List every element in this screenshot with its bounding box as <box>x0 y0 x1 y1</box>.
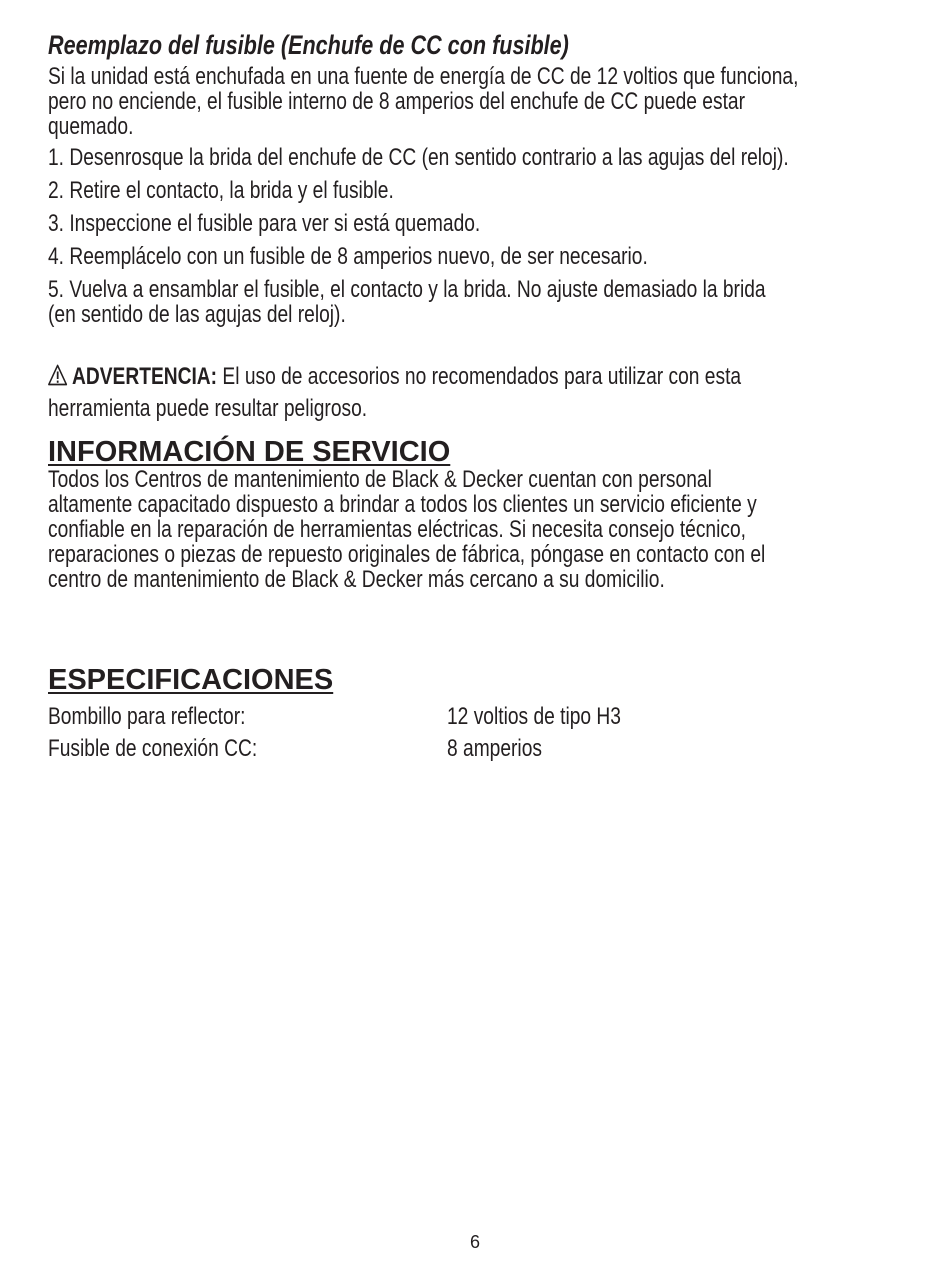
list-item: 1. Desenrosque la brida del enchufe de CC (en sentido contrario a las agujas del reloj). <box>48 144 789 171</box>
spec-label: Bombillo para reflector: <box>48 703 246 730</box>
warning-triangle-icon <box>48 363 67 395</box>
fuse-section-title: Reemplazo del fusible (Enchufe de CC con fusible) <box>48 30 569 60</box>
specs-heading: ESPECIFICACIONES <box>48 664 334 696</box>
intro-line: pero no enciende, el fusible interno de 8 amperios del enchufe de CC puede estar <box>48 88 745 115</box>
warning-block <box>48 361 888 425</box>
warning-label: ADVERTENCIA: <box>72 363 218 390</box>
specs-table <box>48 701 888 765</box>
spec-row <box>48 733 888 765</box>
intro-line: quemado. <box>48 113 134 140</box>
list-item: 4. Reemplácelo con un fusible de 8 amperios nuevo, de ser necesario. <box>48 243 648 270</box>
spec-value: 12 voltios de tipo H3 <box>447 703 621 730</box>
fuse-steps-list <box>48 145 888 327</box>
service-heading: INFORMACIÓN DE SERVICIO <box>48 436 451 468</box>
warning-text: El uso de accesorios no recomendados para utilizar con esta <box>217 363 742 390</box>
fuse-intro-paragraph <box>48 64 888 139</box>
list-item: 2. Retire el contacto, la brida y el fusible. <box>48 177 394 204</box>
list-item: 3. Inspeccione el fusible para ver si está quemado. <box>48 210 481 237</box>
service-paragraph: Todos los Centros de mantenimiento de Black & Decker cuentan con personal altamente capacitado dispuesto a brindar a todos los clientes un servicio eficiente y confiable en la reparación de herramientas eléctricas. Si necesita consejo técnico, reparaciones o piezas de repuesto originales de fábrica, póngase en contacto con el centro de mantenimiento de Black & Decker más cercano a su domicilio. <box>48 466 766 593</box>
spec-row <box>48 701 888 733</box>
document-page <box>48 28 888 765</box>
page-number: 6 <box>469 1232 480 1252</box>
spec-value: 8 amperios <box>447 735 542 762</box>
list-item: 5. Vuelva a ensamblar el fusible, el contacto y la brida. No ajuste demasiado la brida (en sentido de las agujas del reloj). <box>48 276 766 328</box>
spec-label: Fusible de conexión CC: <box>48 735 258 762</box>
warning-text-line: herramienta puede resultar peligroso. <box>48 395 368 422</box>
intro-line: Si la unidad está enchufada en una fuente de energía de CC de 12 voltios que funciona, <box>48 63 799 90</box>
